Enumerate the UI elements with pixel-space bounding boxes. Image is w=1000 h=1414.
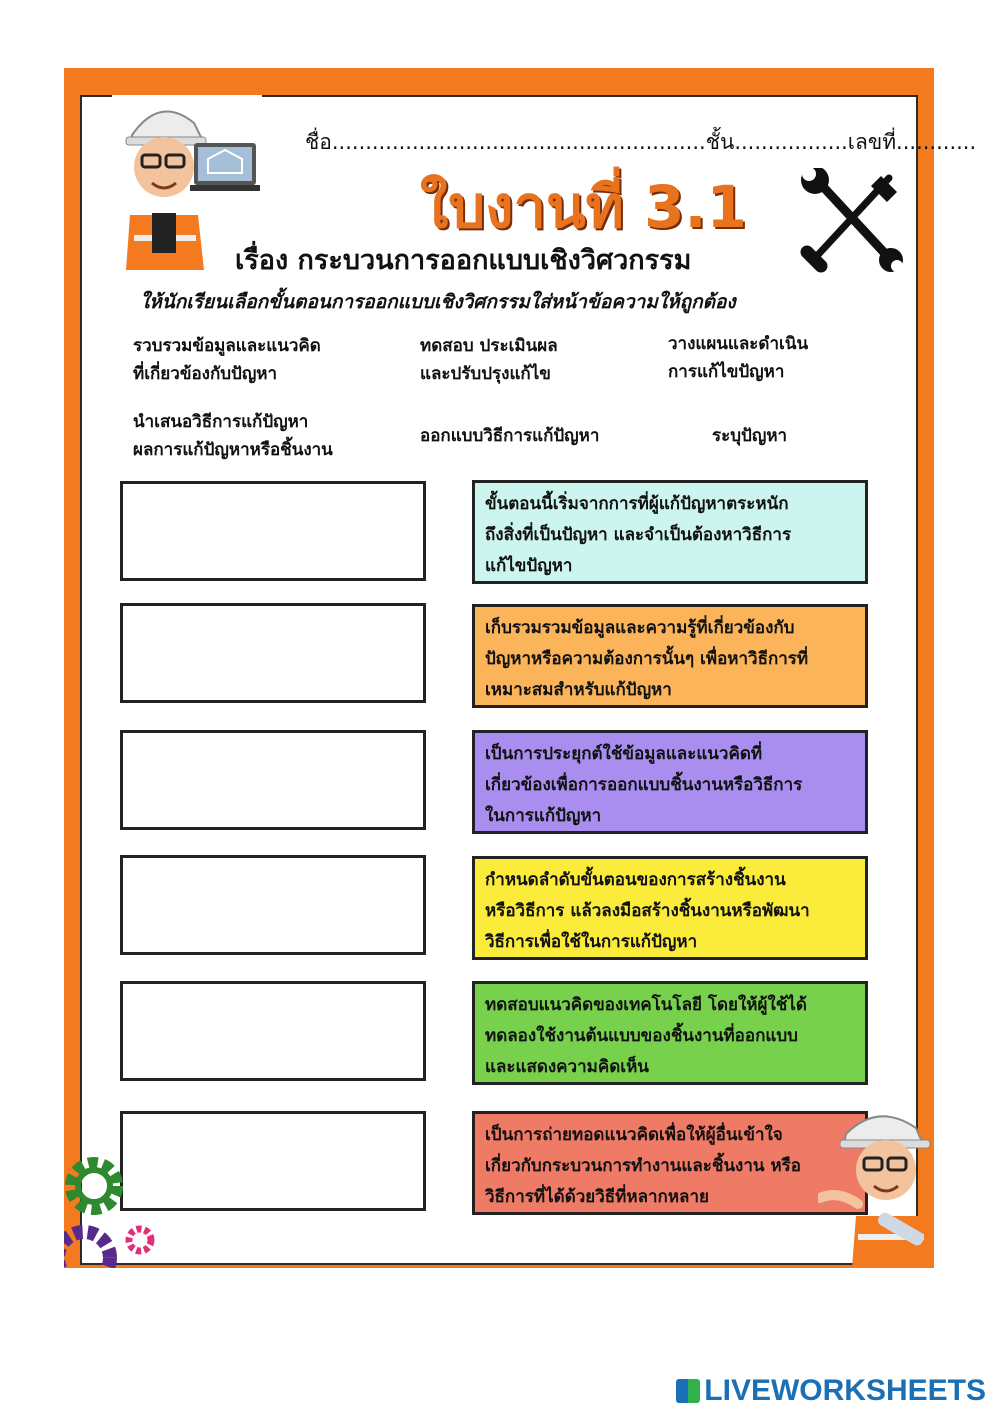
engineer-mascot-illustration xyxy=(818,1104,934,1268)
option-line: ระบุปัญหา xyxy=(712,426,788,446)
description-identify-problem xyxy=(472,480,868,584)
number-field-dots: ............ xyxy=(896,130,977,154)
answer-box-3[interactable] xyxy=(120,730,426,830)
wrench-screwdriver-icon xyxy=(795,168,905,273)
description-line: และแสดงความคิดเห็น xyxy=(485,1057,649,1077)
description-plan-execute xyxy=(472,856,868,960)
option-design-solution[interactable] xyxy=(420,422,599,450)
description-test-evaluate xyxy=(472,981,868,1085)
option-line: รวบรวมข้อมูลและแนวคิด xyxy=(133,336,321,356)
option-line: วางแผนและดำเนิน xyxy=(668,334,809,354)
option-line: และปรับปรุงแก้ไข xyxy=(420,364,551,384)
answer-box-4[interactable] xyxy=(120,855,426,955)
logo-badge-icon xyxy=(676,1379,700,1403)
answer-box-2[interactable] xyxy=(120,603,426,703)
worksheet-subtitle: เรื่อง กระบวนการออกแบบเชิงวิศวกรรม xyxy=(235,245,692,276)
instruction-text: ให้นักเรียนเลือกขั้นตอนการออกแบบเชิงวิศกรรมใส่หน้าข้อความให้ถูกต้อง xyxy=(140,291,736,313)
description-present-solution xyxy=(472,1111,868,1215)
name-label: ชื่อ xyxy=(305,130,332,154)
option-present-solution[interactable] xyxy=(133,408,333,464)
description-design-solution xyxy=(472,730,868,834)
description-line: ขั้นตอนนี้เริ่มจากการที่ผู้แก้ปัญหาตระหนัก xyxy=(485,494,789,514)
description-line: เกี่ยวข้องเพื่อการออกแบบชิ้นงานหรือวิธีการ xyxy=(485,775,803,795)
option-line: ผลการแก้ปัญหาหรือชิ้นงาน xyxy=(133,440,333,460)
logo-text: LIVEWORKSHEETS xyxy=(704,1374,986,1407)
description-line: วิธีการที่ได้ด้วยวิธีที่หลากหลาย xyxy=(485,1187,709,1207)
description-line: เกี่ยวกับกระบวนการทำงานและชิ้นงาน หรือ xyxy=(485,1156,801,1176)
description-line: ถึงสิ่งที่เป็นปัญหา และจำเป็นต้องหาวิธีการ xyxy=(485,525,792,545)
description-line: ทดสอบแนวคิดของเทคโนโลยี โดยให้ผู้ใช้ได้ xyxy=(485,995,807,1015)
option-plan-execute[interactable] xyxy=(668,330,808,386)
class-field-dots: ................. xyxy=(734,130,848,154)
student-info-line[interactable] xyxy=(305,126,976,159)
description-line: กำหนดลำดับขั้นตอนของการสร้างชิ้นงาน xyxy=(485,870,786,890)
answer-box-6[interactable] xyxy=(120,1111,426,1211)
option-line: การแก้ไขปัญหา xyxy=(668,362,785,382)
name-field-dots: ........................................................ xyxy=(331,130,706,154)
description-line: เหมาะสมสำหรับแก้ปัญหา xyxy=(485,680,672,700)
worksheet-title: ใบงานที่ 3.1 xyxy=(420,173,747,241)
description-line: เป็นการถ่ายทอดแนวคิดเพื่อให้ผู้อื่นเข้าใจ xyxy=(485,1125,783,1145)
gears-decoration-icon xyxy=(64,1156,164,1268)
option-identify-problem[interactable] xyxy=(712,422,787,450)
description-line: ปัญหาหรือความต้องการนั้นๆ เพื่อหาวิธีการที่ xyxy=(485,649,809,669)
class-label: ชั้น xyxy=(705,130,735,154)
option-line: ที่เกี่ยวข้องกับปัญหา xyxy=(133,364,278,384)
description-gather-info xyxy=(472,604,868,708)
description-line: วิธีการเพื่อใช้ในการแก้ปัญหา xyxy=(485,932,698,952)
description-line: หรือวิธีการ แล้วลงมือสร้างชิ้นงานหรือพัฒนา xyxy=(485,901,810,921)
answer-box-5[interactable] xyxy=(120,981,426,1081)
option-test-evaluate[interactable] xyxy=(420,332,558,388)
description-line: ทดลองใช้งานต้นแบบของชิ้นงานที่ออกแบบ xyxy=(485,1026,798,1046)
description-line: เป็นการประยุกต์ใช้ข้อมูลและแนวคิดที่ xyxy=(485,744,763,764)
number-label: เลขที่ xyxy=(847,130,897,154)
description-line: ในการแก้ปัญหา xyxy=(485,806,602,826)
description-line: เก็บรวมรวมข้อมูลและความรู้ที่เกี่ยวข้องกับ xyxy=(485,618,795,638)
liveworksheets-logo xyxy=(676,1374,986,1408)
option-line: ทดสอบ ประเมินผล xyxy=(420,336,558,356)
description-line: แก้ไขปัญหา xyxy=(485,556,573,576)
option-line: ออกแบบวิธีการแก้ปัญหา xyxy=(420,426,600,446)
answer-box-1[interactable] xyxy=(120,481,426,581)
option-line: นำเสนอวิธีการแก้ปัญหา xyxy=(133,412,309,432)
option-gather-info[interactable] xyxy=(133,332,321,388)
